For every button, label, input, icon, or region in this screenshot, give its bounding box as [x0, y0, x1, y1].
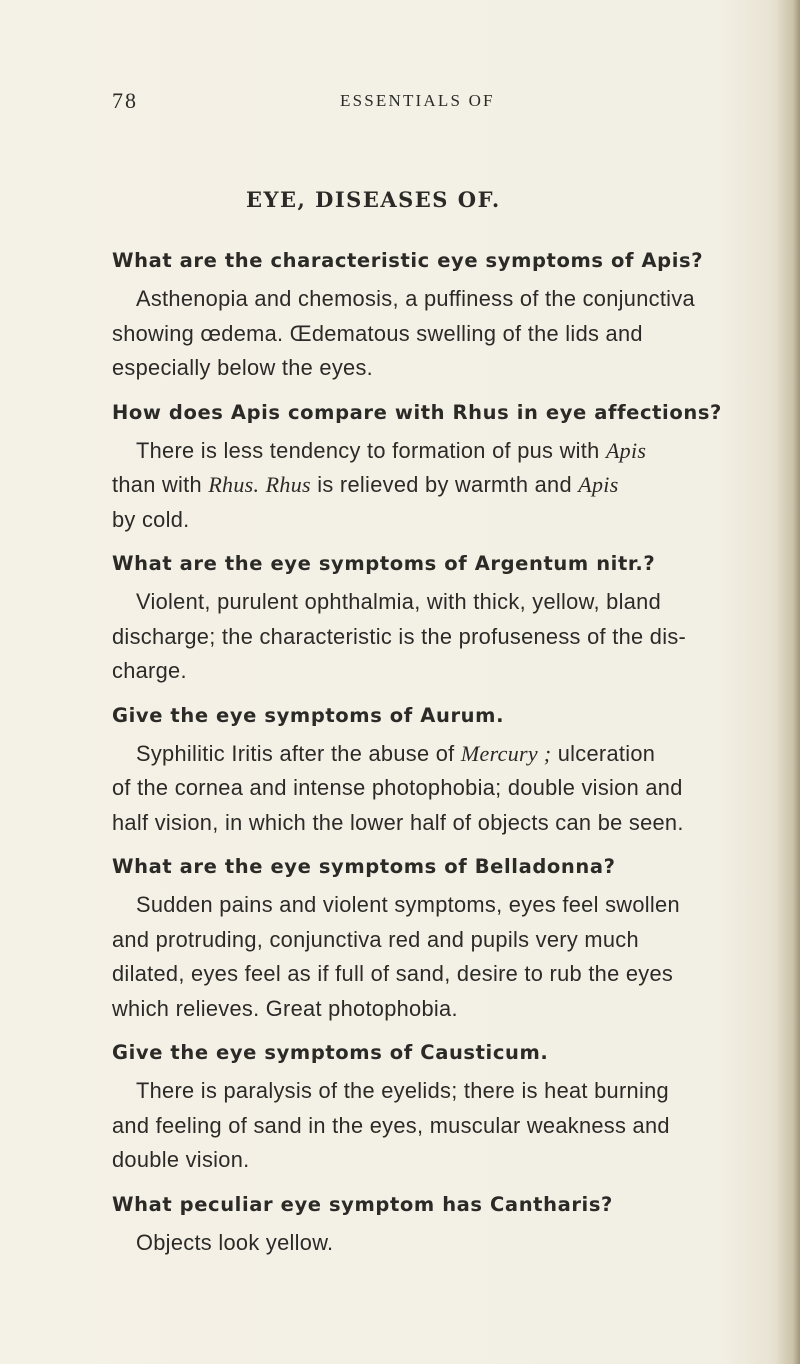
answer [112, 1226, 712, 1261]
answer-line: Objects look yellow. [136, 1229, 334, 1255]
answer-line: Sudden pains and violent symptoms, eyes feel swollen [136, 892, 680, 917]
answer-line [112, 737, 712, 772]
answer-line: and feeling of sand in the eyes, muscular weakness and [112, 1112, 670, 1138]
answer-line: Violent, purulent ophthalmia, with thick, yellow, bland [136, 589, 661, 614]
qa-argentum [112, 545, 712, 689]
qa-cantharis [112, 1186, 712, 1261]
answer-line [112, 434, 712, 469]
answer [112, 434, 712, 538]
remedy-name-italic: Rhus. [208, 472, 260, 497]
answer-line: which relieves. Great photophobia. [112, 995, 458, 1021]
page-number: 78 [112, 88, 138, 113]
qa-list [112, 242, 722, 1268]
section-title: EYE, DISEASES OF. [246, 187, 501, 212]
question: What peculiar eye symptom has Cantharis? [112, 1192, 613, 1216]
answer [112, 737, 712, 841]
answer-text: There is less tendency to formation of pus with [136, 437, 600, 463]
answer-text: Syphilitic Iritis after the abuse of [136, 740, 455, 766]
answer-line: of the cornea and intense photophobia; double vision and [112, 775, 683, 800]
question: How does Apis compare with Rhus in eye affections? [112, 400, 722, 424]
remedy-name-italic: Apis [605, 437, 647, 463]
question: What are the eye symptoms of Argentum nitr.? [112, 552, 656, 575]
remedy-name-italic: Rhus [265, 472, 311, 497]
answer-line: and protruding, conjunctiva red and pupils very much [112, 926, 639, 952]
answer-line: half vision, in which the lower half of objects can be seen. [112, 809, 684, 835]
qa-causticum [112, 1034, 712, 1178]
page-edge-shadow [776, 0, 800, 1364]
qa-apis [112, 242, 712, 386]
answer-line: discharge; the characteristic is the profuseness of the dis- [112, 623, 687, 649]
answer-line: double vision. [112, 1147, 250, 1172]
qa-belladonna [112, 848, 712, 1026]
answer [112, 1074, 712, 1178]
running-head [112, 88, 732, 118]
answer-text: ulceration [557, 740, 656, 766]
remedy-name-italic: Mercury ; [460, 740, 552, 766]
answer-line: There is paralysis of the eyelids; there is heat burning [136, 1078, 669, 1103]
answer [112, 585, 712, 689]
answer [112, 282, 712, 386]
answer-line: showing œdema. Œdematous swelling of the lids and [112, 320, 643, 346]
answer-line: Asthenopia and chemosis, a puffiness of the conjunctiva [136, 286, 695, 311]
running-title: ESSENTIALS OF [340, 91, 495, 110]
remedy-name-italic: Apis [578, 472, 619, 497]
qa-apis-rhus [112, 394, 722, 538]
answer-line: charge. [112, 658, 187, 683]
answer-line: especially below the eyes. [112, 355, 374, 380]
question: What are the eye symptoms of Belladonna? [112, 855, 616, 878]
answer-text: is relieved by warmth and [317, 472, 572, 497]
answer-line: by cold. [112, 506, 190, 532]
answer [112, 888, 712, 1026]
answer-text: than with [112, 472, 202, 497]
qa-aurum [112, 697, 712, 841]
question: Give the eye symptoms of Aurum. [112, 703, 505, 727]
question: Give the eye symptoms of Causticum. [112, 1041, 549, 1064]
answer-line: dilated, eyes feel as if full of sand, desire to rub the eyes [112, 961, 674, 986]
answer-line [112, 468, 712, 503]
question: What are the characteristic eye symptoms of Apis? [112, 249, 704, 272]
